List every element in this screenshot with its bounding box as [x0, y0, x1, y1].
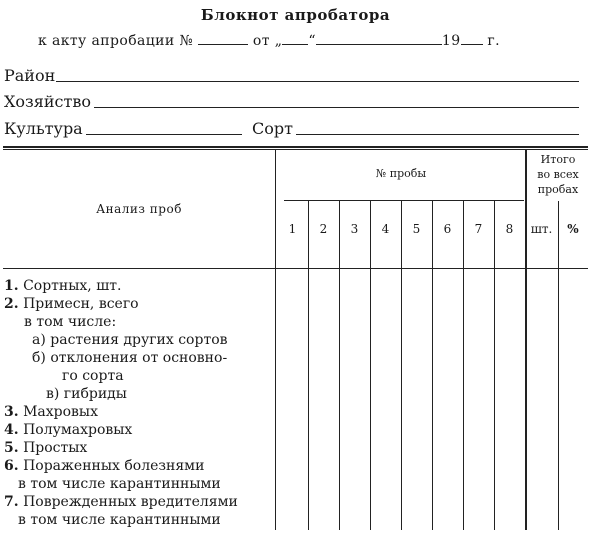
row-label: Примесн, всего	[23, 296, 139, 312]
total-header	[527, 152, 589, 197]
table-row	[4, 295, 139, 313]
row-label: Простых	[23, 440, 88, 456]
table-row	[62, 367, 124, 385]
column-divider	[275, 150, 276, 530]
total-percent-header: %	[567, 222, 579, 236]
row-number: 7.	[4, 494, 19, 510]
subtitle-prefix: к акту апробации №	[38, 33, 194, 49]
row-label: Поврежденных вредителями	[23, 494, 238, 510]
sample-column-header: 2	[319, 222, 328, 236]
table-row	[18, 511, 221, 529]
analysis-header: Анализ проб	[96, 202, 182, 216]
sample-column-header: 3	[350, 222, 359, 236]
row-number: 3.	[4, 404, 19, 420]
row-label: б) отклонения от основно-	[32, 350, 228, 366]
row-label: Махровых	[23, 404, 98, 420]
column-divider	[339, 201, 340, 530]
sample-column-header: 8	[505, 222, 514, 236]
table-row	[32, 349, 227, 367]
sample-column-header: 4	[381, 222, 390, 236]
row-number: 6.	[4, 458, 19, 474]
table-row	[4, 439, 87, 457]
table-row	[18, 475, 221, 493]
column-divider	[308, 201, 309, 530]
analysis-header-cell	[3, 150, 275, 268]
row-label: в) гибриды	[46, 386, 127, 402]
sample-column-header: 7	[474, 222, 483, 236]
row-number: 4.	[4, 422, 19, 438]
table-row	[4, 457, 204, 475]
row-label: в том числе:	[24, 314, 117, 330]
sample-header-rule	[284, 200, 524, 201]
table-top-rule	[3, 146, 588, 148]
total-header-line-3: пробах	[537, 183, 579, 196]
row-label: в том числе карантинными	[18, 476, 221, 492]
total-header-line-1: Итого	[540, 153, 576, 166]
sample-column-header: 1	[288, 222, 297, 236]
row-label: Сортных, шт.	[23, 278, 122, 294]
column-divider	[370, 201, 371, 530]
form-title: Блокнот апробатора	[200, 6, 391, 24]
table-row	[24, 313, 116, 331]
header-bottom-rule	[3, 268, 588, 269]
row-label: в том числе карантинными	[18, 512, 221, 528]
year-suffix: г.	[487, 33, 500, 49]
row-number: 2.	[4, 296, 19, 312]
table-row	[4, 277, 121, 295]
variety-label: Сорт	[252, 119, 293, 138]
table-row	[4, 421, 132, 439]
table-row	[4, 403, 98, 421]
sample-column-header: 5	[412, 222, 421, 236]
column-divider	[558, 201, 559, 530]
table-row	[4, 493, 238, 511]
quote-open: „	[274, 33, 283, 49]
row-label: Пораженных болезнями	[23, 458, 205, 474]
column-divider	[463, 201, 464, 530]
year-prefix: 19	[441, 33, 461, 49]
row-label: го сорта	[62, 368, 124, 384]
quote-close: “	[308, 33, 316, 49]
sample-header: № пробы	[375, 167, 427, 180]
column-divider	[401, 201, 402, 530]
farm-label: Хозяйство	[4, 92, 91, 111]
total-pieces-header: шт.	[530, 222, 553, 236]
crop-label: Культура	[4, 119, 83, 138]
table-row	[32, 331, 228, 349]
row-label: а) растения других сортов	[32, 332, 228, 348]
row-number: 5.	[4, 440, 19, 456]
row-label: Полумахровых	[23, 422, 133, 438]
subtitle-from: от	[252, 33, 270, 49]
column-divider	[525, 150, 527, 530]
row-number: 1.	[4, 278, 19, 294]
column-divider	[494, 201, 495, 530]
column-divider	[432, 201, 433, 530]
sample-column-header: 6	[443, 222, 452, 236]
total-header-line-2: во всех	[537, 168, 579, 181]
table-row	[46, 385, 127, 403]
district-label: Район	[4, 66, 56, 85]
